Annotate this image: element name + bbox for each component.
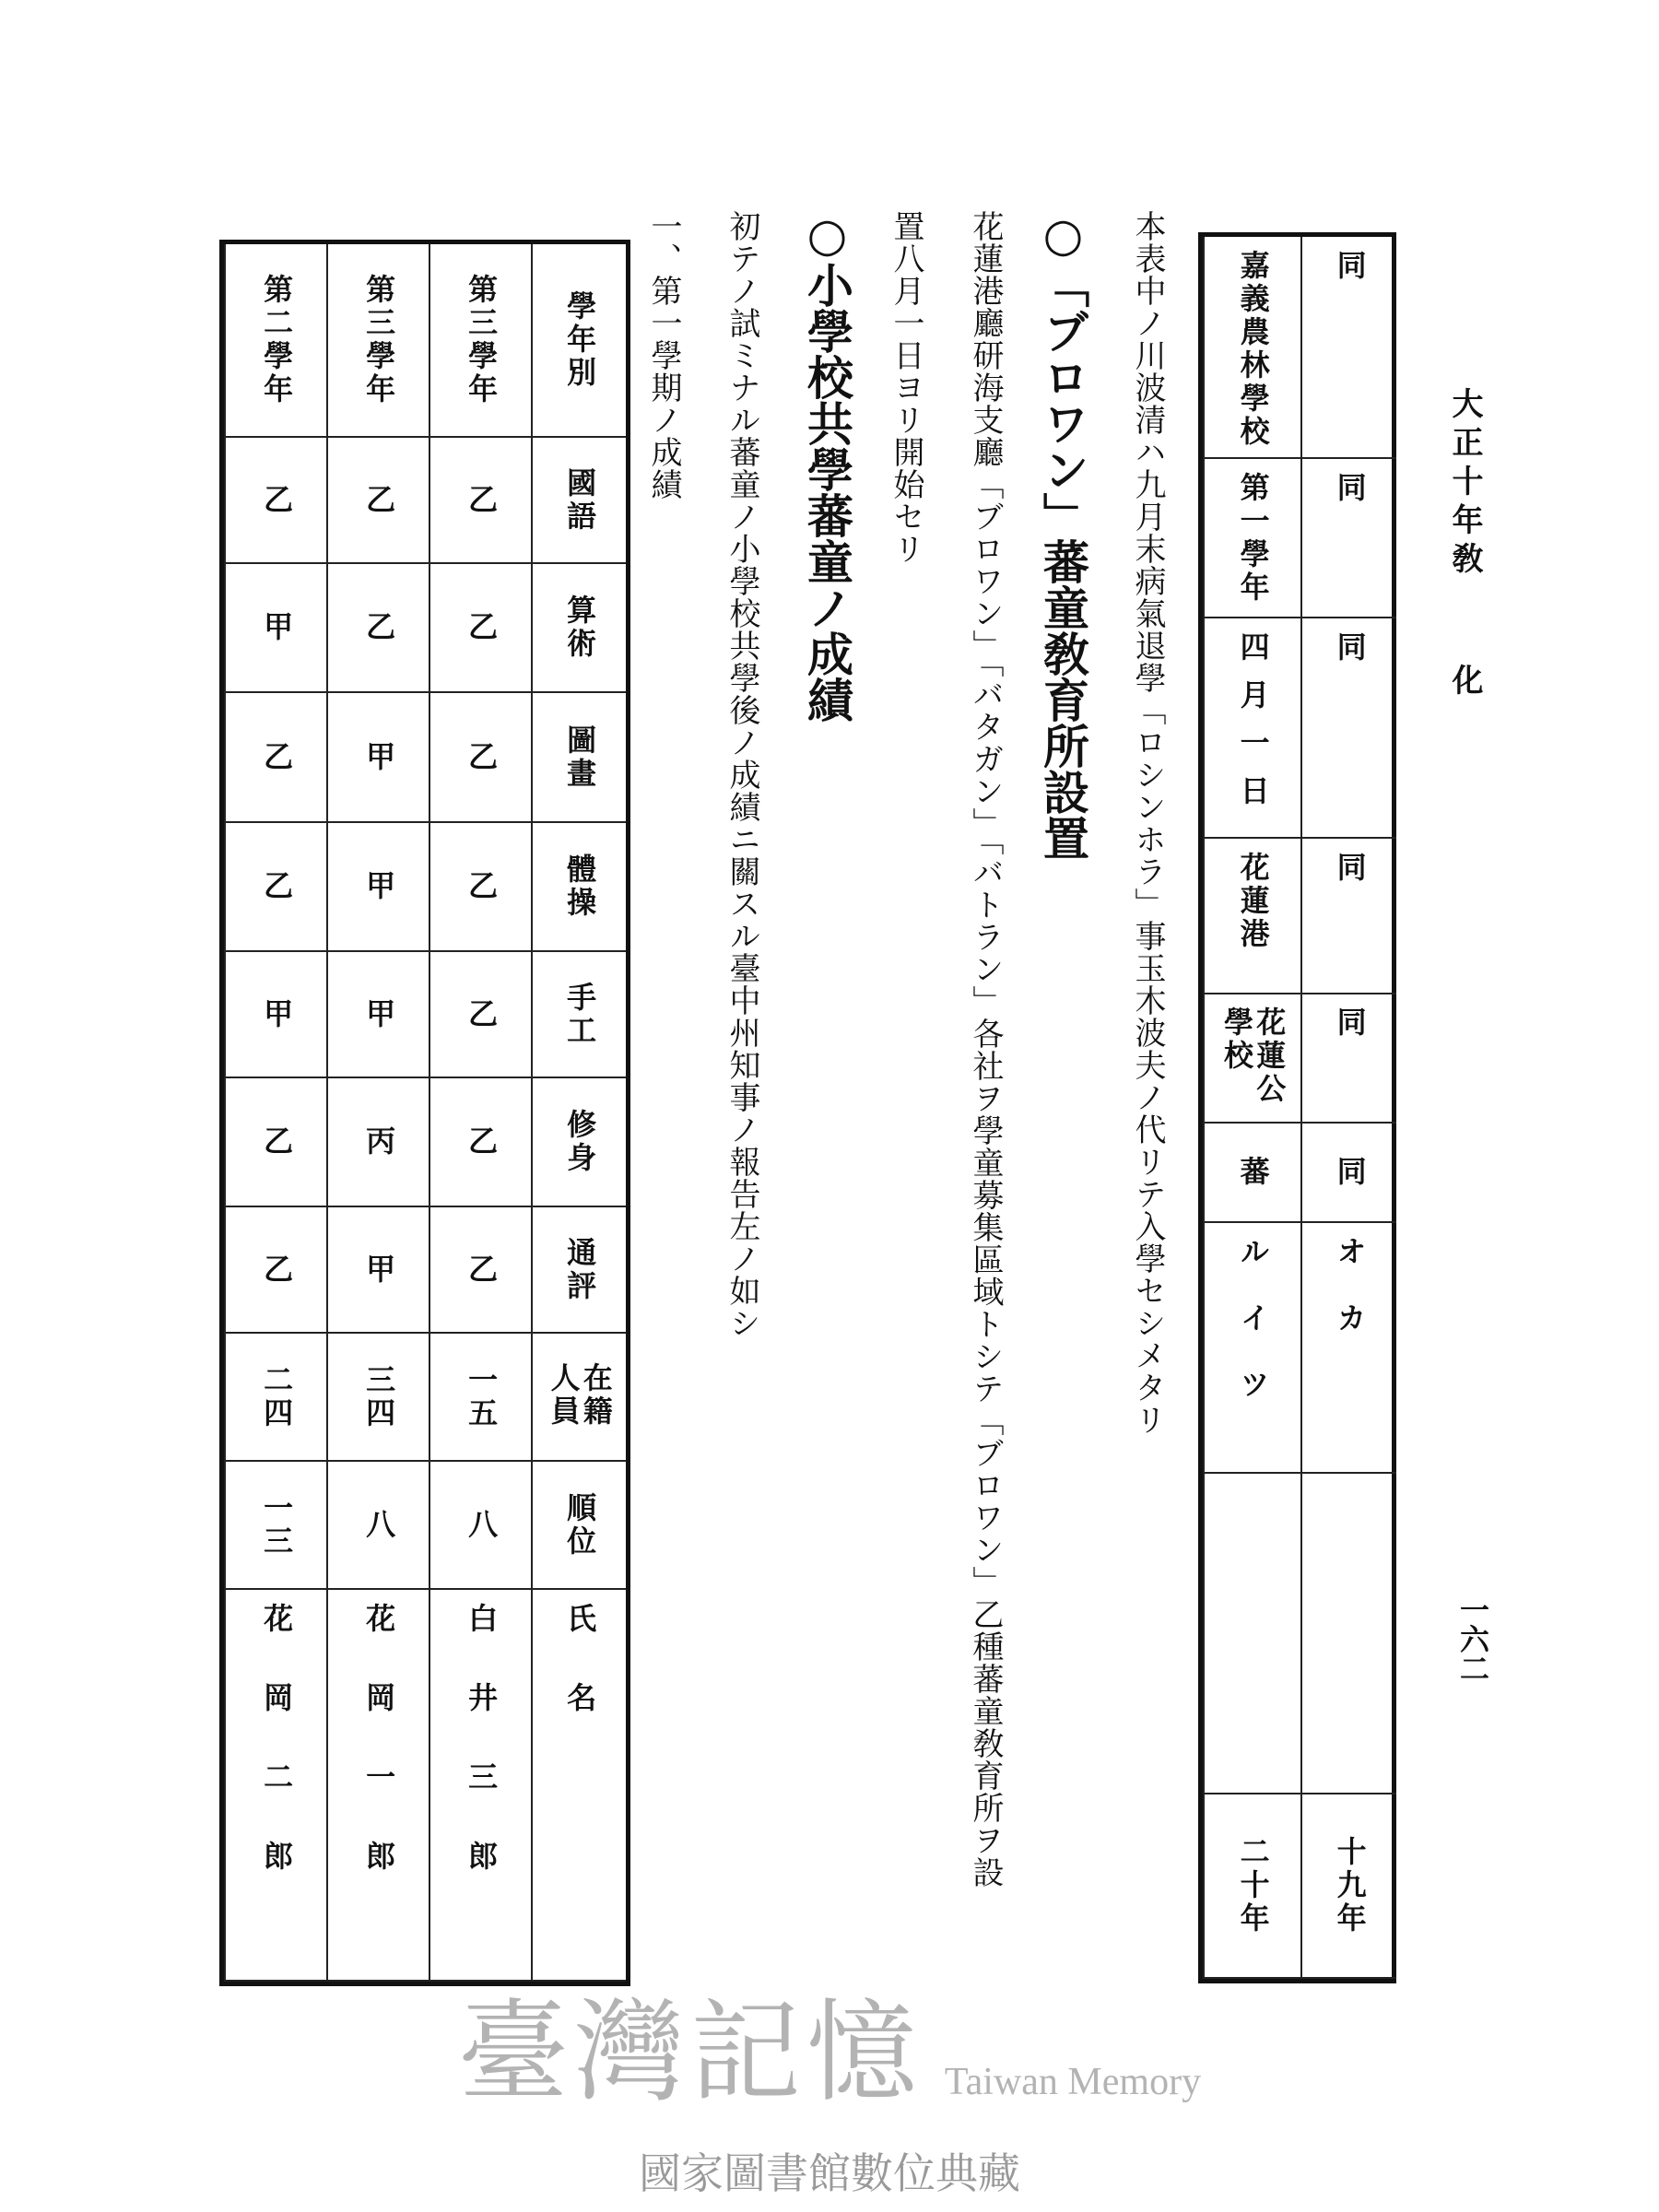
enrollment-cell [1300,1124,1396,1223]
grade-cell-text: 乙 [464,611,500,644]
enrollment-cell [1300,459,1396,618]
grade-cell-text: 甲 [361,870,397,903]
grade-cell-text: 乙 [361,483,397,517]
enrollment-cell [1300,1794,1396,1979]
row-header-text: 修身 [562,1109,598,1175]
enrollment-cell [1203,459,1300,618]
row-header [531,438,626,564]
enrollment-cell-text: 四月一日 [1235,631,1271,823]
grade-cell-text: 乙 [464,740,500,774]
grade-cell-text: 八 [464,1508,500,1542]
grade-cell [429,1207,531,1334]
grade-cell [429,438,531,564]
body-line-4: 初テノ試ミナル蕃童ノ小學校共學後ノ成績ニ關スル臺中州知事ノ報告左ノ如シ [724,210,760,1339]
section-heading-grades: ○小學校共學蕃童ノ成績 [800,207,854,723]
body-line-1: 本表中ノ川波清ハ九月末病氣退學「ロシンホラ」事玉木波夫ノ代リテ入學セシメタリ [1129,210,1166,1436]
grade-cell [224,1334,326,1462]
grade-cell [326,693,429,823]
enrollment-cell-text: 同 [1332,1156,1368,1189]
running-head-title: 大正十年 [1446,387,1483,542]
enrollment-cell-text: 同 [1332,631,1368,679]
grade-table [219,240,630,1986]
row-header-text: 體操 [562,853,598,920]
grade-cell-text: 乙 [259,1253,295,1287]
row-header [531,1334,626,1462]
row-header [531,823,626,952]
grade-year-cell [224,244,326,438]
enrollment-cell [1203,839,1300,994]
row-header-text: 通評 [562,1236,598,1303]
running-head-part2: 敎 [1446,542,1483,581]
grade-cell-text: 丙 [361,1125,397,1159]
body-line-3: 置八月一日ヨリ開始セリ [888,210,924,565]
row-header [531,1590,626,1982]
row-header-text: 氏名 [562,1603,598,1761]
student-name-cell-text: 白井三郎 [464,1603,500,1920]
enrollment-cell-text: ルイツ [1235,1236,1271,1435]
enrollment-cell-text: 蕃 [1235,1156,1271,1189]
grade-year-cell-text: 第二學年 [259,274,295,406]
grade-cell [224,1078,326,1207]
student-name-cell-text: 花岡一郎 [361,1603,397,1920]
section-heading-brown-school: ○「ブロワン」蕃童敎育所設置 [1036,207,1090,861]
grade-cell [326,438,429,564]
grade-cell [326,823,429,952]
grade-cell [326,1334,429,1462]
grade-cell-text: 乙 [464,1125,500,1159]
grade-cell [326,1207,429,1334]
enrollment-cell-text: 花蓮港 [1235,852,1271,951]
grade-cell-text: 一五 [464,1363,500,1430]
grade-cell [224,1462,326,1590]
grade-cell-text: 甲 [361,740,397,774]
enrollment-cell [1203,618,1300,839]
row-header-text: 學年別 [562,290,598,390]
grade-cell-text: 乙 [464,1253,500,1287]
grade-year-cell [429,244,531,438]
grade-cell [224,1207,326,1334]
grade-cell [326,564,429,693]
row-header [531,952,626,1078]
watermark [0,1989,1659,2117]
student-name-cell [224,1590,326,1982]
enrollment-cell [1300,839,1396,994]
grade-cell [429,823,531,952]
enrollment-cell [1203,1474,1300,1794]
enrollment-cell [1300,1223,1396,1474]
grade-cell [429,1462,531,1590]
running-head [1442,387,1488,702]
enrollment-cell-text: 同 [1332,852,1368,885]
grade-cell [326,1078,429,1207]
grade-cell [224,438,326,564]
grade-cell [224,823,326,952]
enrollment-cell [1300,237,1396,459]
grade-cell-text: 乙 [259,870,295,903]
grade-cell [429,564,531,693]
row-header-text: 圖畫 [562,724,598,791]
student-name-cell [326,1590,429,1982]
grade-cell-text: 乙 [464,483,500,517]
enrollment-cell-text: 嘉義農林學校 [1235,250,1271,449]
row-header [531,564,626,693]
grade-cell-text: 乙 [361,611,397,644]
grade-cell-text: 乙 [259,483,295,517]
student-name-cell [429,1590,531,1982]
enrollment-cell-text: 二十年 [1235,1836,1271,1936]
student-name-cell-text: 花岡二郎 [259,1603,295,1920]
body-line-2: 花蓮港廳研海支廳「ブロワン」「バタガン」「バトラン」各社ヲ學童募集區域トシテ「ブロワン」乙種蕃童敎育所ヲ設 [967,210,1004,1888]
enrollment-cell-text: 花蓮公學校 [1219,1006,1288,1106]
grade-cell-text: 二四 [259,1363,295,1430]
enrollment-cell [1203,1223,1300,1474]
row-header [531,1462,626,1590]
grade-cell [224,564,326,693]
grade-cell-text: 一三 [259,1491,295,1559]
grade-cell-text: 乙 [464,997,500,1031]
watermark-cn: 臺灣記憶 [457,1989,923,2117]
body-line-5: 一、第一學期ノ成績 [645,210,682,500]
grade-cell-text: 乙 [259,1125,295,1159]
grade-cell [326,1462,429,1590]
grade-cell [224,952,326,1078]
enrollment-cell [1203,237,1300,459]
enrollment-cell [1300,1474,1396,1794]
running-head-part3: 化 [1446,664,1483,702]
enrollment-cell [1300,994,1396,1124]
page-number: 一六二 [1455,1594,1490,1683]
enrollment-cell-text: 同 [1332,472,1368,505]
grade-cell [429,1334,531,1462]
enrollment-cell-text: 十九年 [1332,1836,1368,1936]
row-header [531,1078,626,1207]
grade-cell-text: 甲 [361,997,397,1031]
grade-cell-text: 甲 [361,1253,397,1287]
grade-cell-text: 乙 [464,870,500,903]
grade-cell-text: 乙 [259,740,295,774]
row-header-text: 在籍人員 [546,1361,614,1429]
grade-cell [429,1078,531,1207]
grade-year-cell [326,244,429,438]
enrollment-cell [1203,1124,1300,1223]
grade-cell-text: 八 [361,1508,397,1542]
row-header [531,1207,626,1334]
row-header-text: 國語 [562,466,598,534]
enrollment-cell [1300,618,1396,839]
grade-cell-text: 甲 [259,611,295,644]
watermark-en: Taiwan Memory [944,2061,1202,2103]
footer-archive-label: 國家圖書館數位典藏 [639,2148,1020,2198]
row-header-text: 算術 [562,594,598,661]
row-header-text: 順位 [562,1491,598,1559]
grade-cell [326,952,429,1078]
enrollment-cell-text: 第一學年 [1235,472,1271,605]
enrollment-table [1198,232,1396,1983]
row-header [531,244,626,438]
grade-cell-text: 三四 [361,1363,397,1430]
row-header [531,693,626,823]
grade-cell [429,952,531,1078]
grade-cell [429,693,531,823]
enrollment-cell-text: 同 [1332,250,1368,283]
grade-year-cell-text: 第三學年 [361,274,397,406]
grade-cell [224,693,326,823]
enrollment-cell-text: オカ [1332,1236,1368,1369]
grade-year-cell-text: 第三學年 [464,274,500,406]
enrollment-cell [1203,994,1300,1124]
enrollment-cell-text: 同 [1332,1006,1368,1040]
row-header-text: 手工 [562,981,598,1048]
grade-cell-text: 甲 [259,997,295,1031]
enrollment-cell [1203,1794,1300,1979]
